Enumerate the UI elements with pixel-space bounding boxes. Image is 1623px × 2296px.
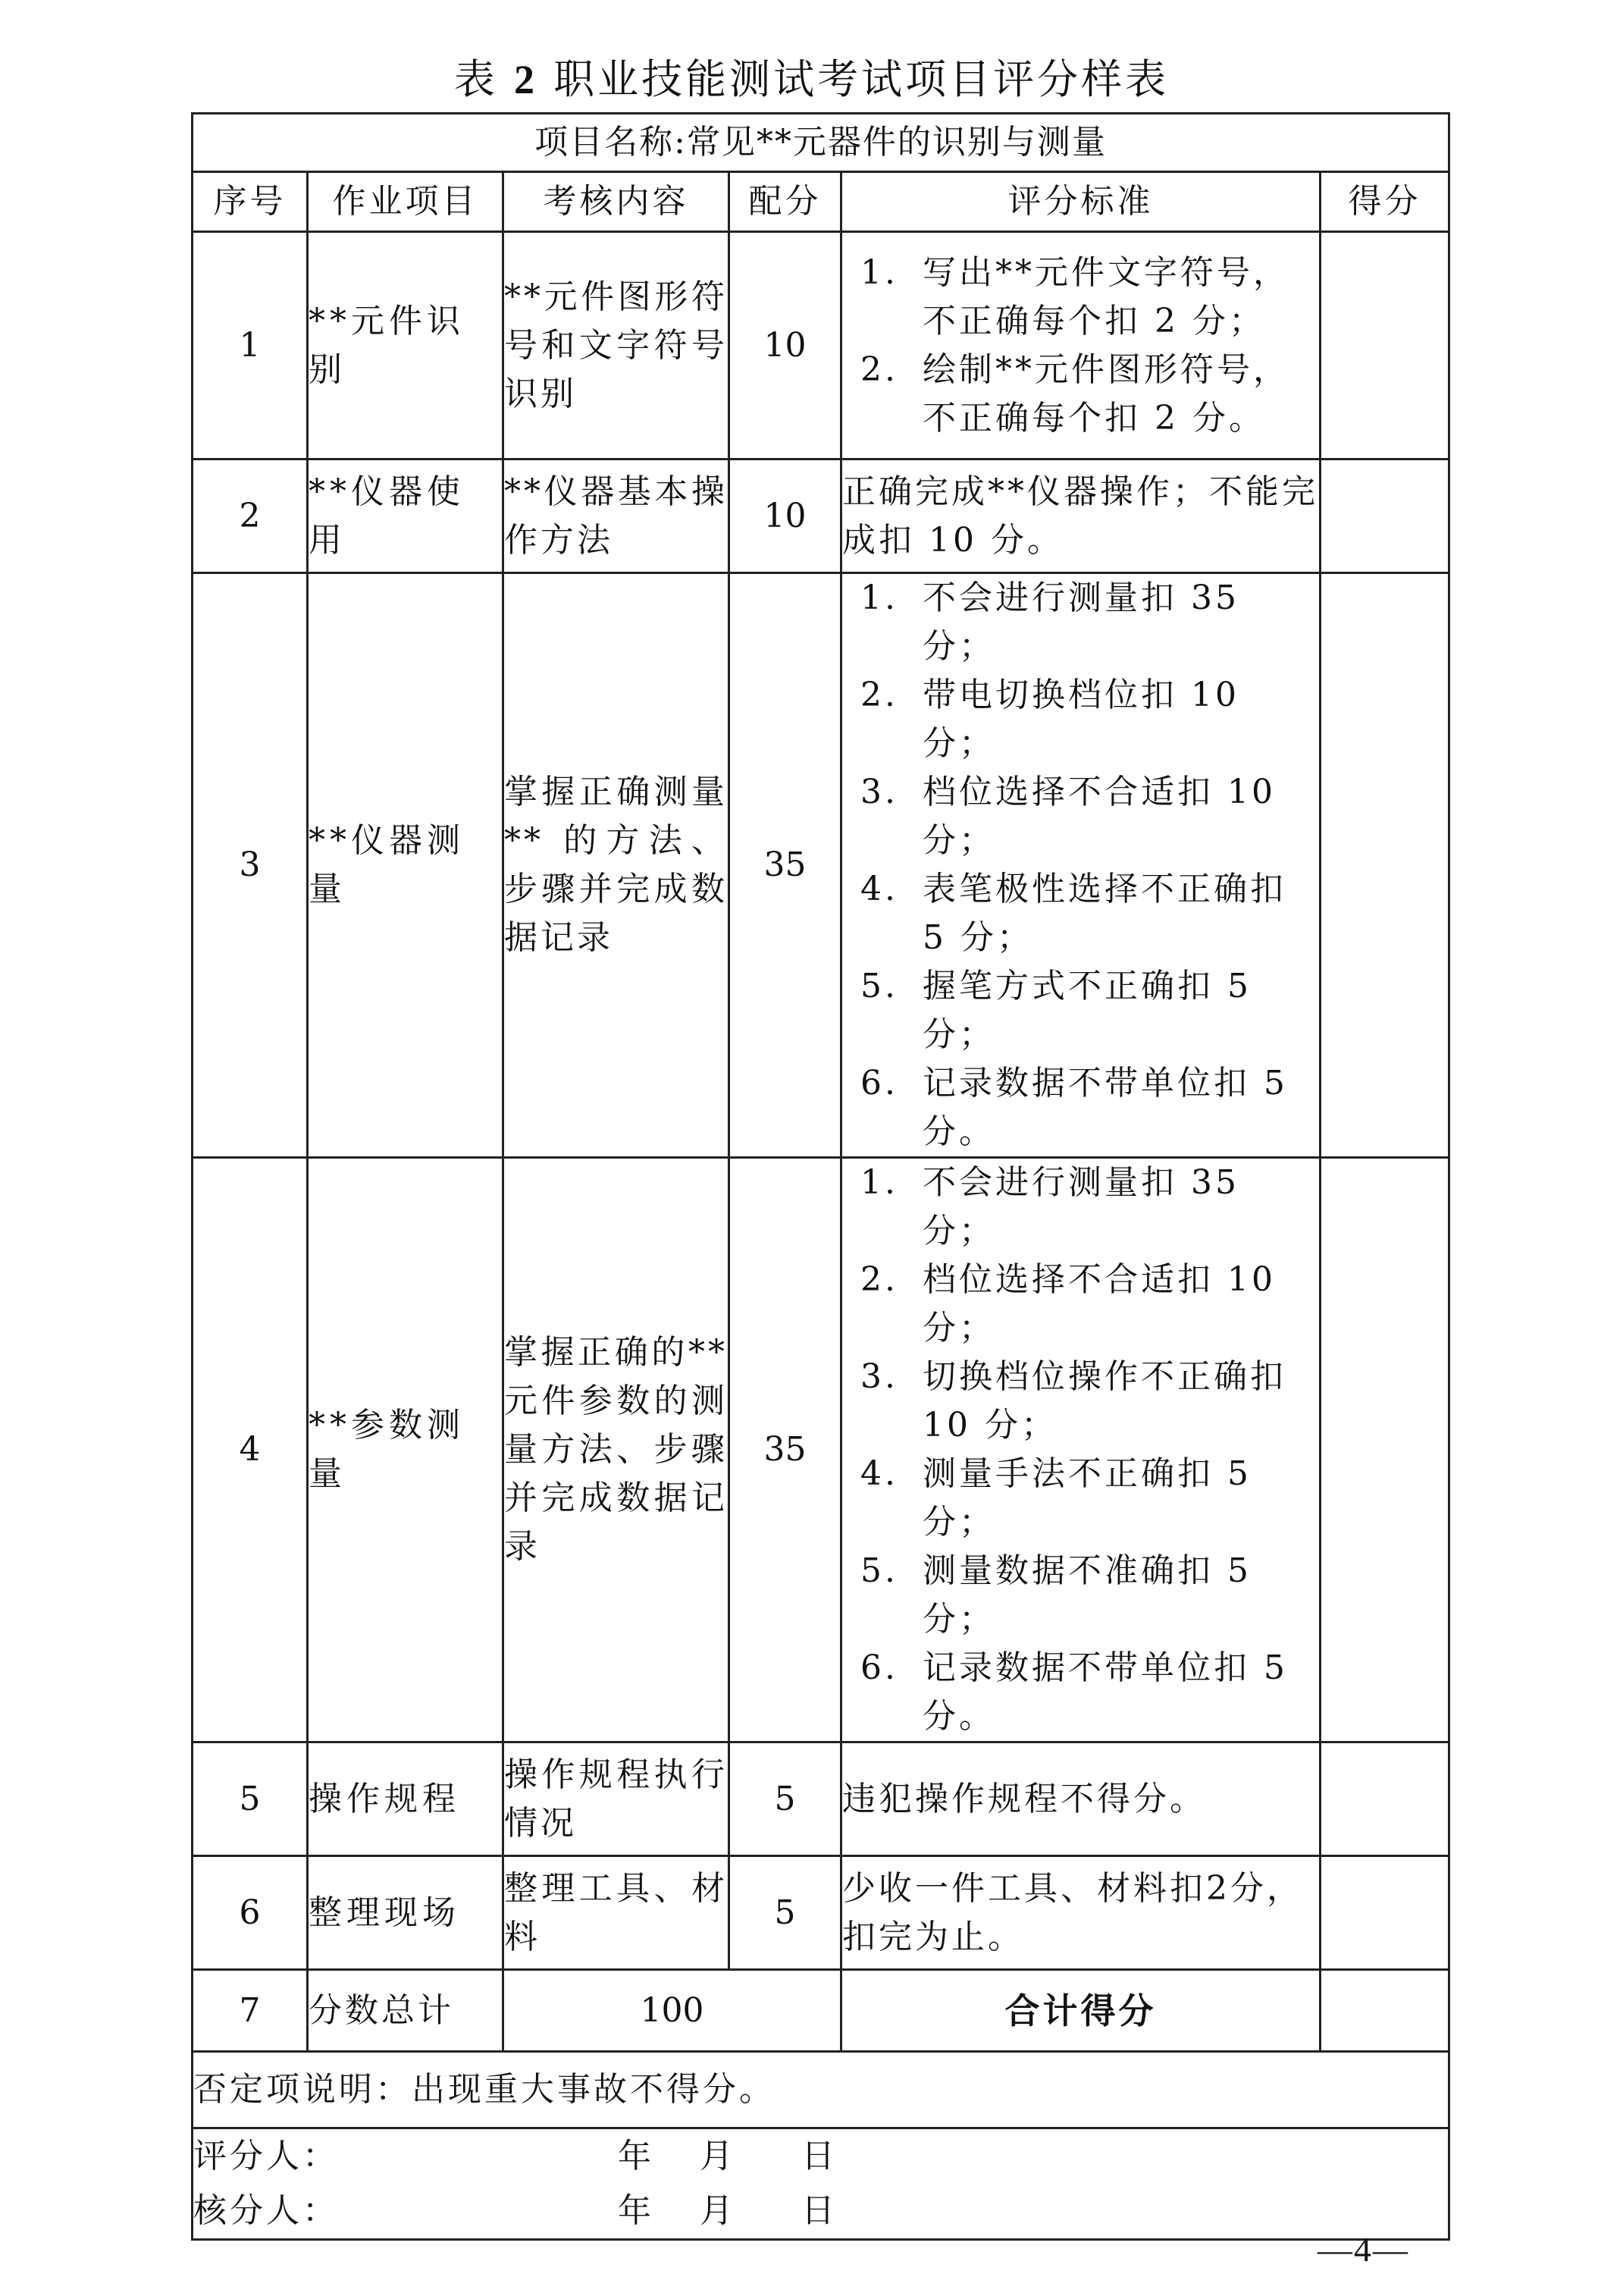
row-no: 3 bbox=[193, 573, 308, 1158]
table-row bbox=[193, 1158, 1449, 1742]
criteria-item: 3. 档位选择不合适扣 10 分； bbox=[912, 768, 1305, 865]
day-label: 日 bbox=[801, 2137, 838, 2175]
criteria-item: 3. 切换档位操作不正确扣 10 分； bbox=[912, 1353, 1305, 1450]
title-prefix: 表 bbox=[453, 55, 498, 103]
title-number: 2 bbox=[514, 57, 537, 102]
criteria-item: 5. 测量数据不准确扣 5 分； bbox=[912, 1547, 1305, 1644]
row-content: 操作规程执行情况 bbox=[503, 1742, 729, 1856]
header-row bbox=[193, 172, 1449, 232]
row-got-cell[interactable] bbox=[1321, 1856, 1449, 1970]
year-label: 年 bbox=[618, 2191, 654, 2230]
veto-note: 否定项说明：出现重大事故不得分。 bbox=[193, 2052, 1449, 2128]
row-score: 35 bbox=[729, 573, 841, 1158]
criteria-item: 1. 不会进行测量扣 35 分； bbox=[912, 574, 1305, 671]
checker-label: 核分人： bbox=[193, 2191, 339, 2230]
scorer-date bbox=[618, 2129, 838, 2184]
scoring-table bbox=[191, 112, 1450, 2241]
total-row bbox=[193, 1970, 1449, 2052]
total-no: 7 bbox=[193, 1970, 308, 2052]
scorer-label: 评分人： bbox=[193, 2137, 339, 2175]
row-item: **元件识别 bbox=[308, 232, 503, 460]
criteria-item: 2. 档位选择不合适扣 10 分； bbox=[912, 1256, 1305, 1353]
header-item: 作业项目 bbox=[308, 172, 503, 232]
table-row bbox=[193, 460, 1449, 573]
row-criteria: 违犯操作规程不得分。 bbox=[841, 1742, 1321, 1856]
title-text: 职业技能测试考试项目评分样表 bbox=[553, 55, 1170, 103]
veto-row bbox=[193, 2052, 1449, 2128]
signoff-cell bbox=[193, 2128, 1449, 2240]
page-number: —4— bbox=[1318, 2230, 1409, 2269]
criteria-item: 1. 不会进行测量扣 35 分； bbox=[912, 1159, 1305, 1256]
criteria-item: 4. 测量手法不正确扣 5 分； bbox=[912, 1450, 1305, 1547]
row-no: 4 bbox=[193, 1158, 308, 1742]
year-label: 年 bbox=[618, 2137, 654, 2175]
row-criteria: 少收一件工具、材料扣2分，扣完为止。 bbox=[841, 1856, 1321, 1970]
signoff-row bbox=[193, 2128, 1449, 2240]
criteria-item: 1. 写出**元件文字符号，不正确每个扣 2 分； bbox=[912, 249, 1305, 346]
criteria-item: 2. 带电切换档位扣 10 分； bbox=[912, 671, 1305, 768]
row-got-cell[interactable] bbox=[1321, 573, 1449, 1158]
table-row bbox=[193, 1742, 1449, 1856]
row-item: **仪器使用 bbox=[308, 460, 503, 573]
table-title bbox=[0, 47, 1623, 105]
scorer-line bbox=[193, 2129, 1448, 2184]
header-content: 考核内容 bbox=[503, 172, 729, 232]
row-content: **元件图形符号和文字符号识别 bbox=[503, 232, 729, 460]
row-score: 35 bbox=[729, 1158, 841, 1742]
header-score: 配分 bbox=[729, 172, 841, 232]
row-content: **仪器基本操作方法 bbox=[503, 460, 729, 573]
header-no: 序号 bbox=[193, 172, 308, 232]
row-got-cell[interactable] bbox=[1321, 1742, 1449, 1856]
checker-line bbox=[193, 2184, 1448, 2238]
row-no: 6 bbox=[193, 1856, 308, 1970]
month-label: 月 bbox=[700, 2191, 736, 2230]
criteria-item: 5. 握笔方式不正确扣 5 分； bbox=[912, 962, 1305, 1059]
row-content: 掌握正确的**元件参数的测量方法、步骤并完成数据记录 bbox=[503, 1158, 729, 1742]
criteria-item: 2. 绘制**元件图形符号，不正确每个扣 2 分。 bbox=[912, 346, 1305, 443]
row-content: 掌握正确测量 ** 的方法、步骤并完成数据记录 bbox=[503, 573, 729, 1158]
row-no: 1 bbox=[193, 232, 308, 460]
month-label: 月 bbox=[700, 2137, 736, 2175]
header-criteria: 评分标准 bbox=[841, 172, 1321, 232]
table-row bbox=[193, 1856, 1449, 1970]
project-name: 项目名称:常见**元器件的识别与测量 bbox=[193, 114, 1449, 172]
row-no: 2 bbox=[193, 460, 308, 573]
row-no: 5 bbox=[193, 1742, 308, 1856]
row-criteria: 正确完成**仪器操作；不能完成扣 10 分。 bbox=[841, 460, 1321, 573]
row-item: **仪器测量 bbox=[308, 573, 503, 1158]
row-got-cell[interactable] bbox=[1321, 232, 1449, 460]
row-item: 整理现场 bbox=[308, 1856, 503, 1970]
row-score: 5 bbox=[729, 1742, 841, 1856]
row-criteria bbox=[841, 232, 1321, 460]
total-value: 100 bbox=[503, 1970, 841, 2052]
row-criteria bbox=[841, 1158, 1321, 1742]
row-content: 整理工具、材料 bbox=[503, 1856, 729, 1970]
checker-date bbox=[618, 2184, 838, 2238]
sum-label: 合计得分 bbox=[841, 1970, 1321, 2052]
criteria-item: 6. 记录数据不带单位扣 5 分。 bbox=[912, 1644, 1305, 1741]
header-got: 得分 bbox=[1321, 172, 1449, 232]
total-label: 分数总计 bbox=[308, 1970, 503, 2052]
total-got-cell[interactable] bbox=[1321, 1970, 1449, 2052]
row-got-cell[interactable] bbox=[1321, 460, 1449, 573]
criteria-item: 4. 表笔极性选择不正确扣 5 分； bbox=[912, 865, 1305, 962]
row-item: **参数测量 bbox=[308, 1158, 503, 1742]
row-score: 10 bbox=[729, 460, 841, 573]
day-label: 日 bbox=[801, 2191, 838, 2230]
row-score: 5 bbox=[729, 1856, 841, 1970]
table-row bbox=[193, 573, 1449, 1158]
row-item: 操作规程 bbox=[308, 1742, 503, 1856]
row-criteria bbox=[841, 573, 1321, 1158]
row-got-cell[interactable] bbox=[1321, 1158, 1449, 1742]
criteria-item: 6. 记录数据不带单位扣 5 分。 bbox=[912, 1059, 1305, 1156]
table-row bbox=[193, 232, 1449, 460]
row-score: 10 bbox=[729, 232, 841, 460]
